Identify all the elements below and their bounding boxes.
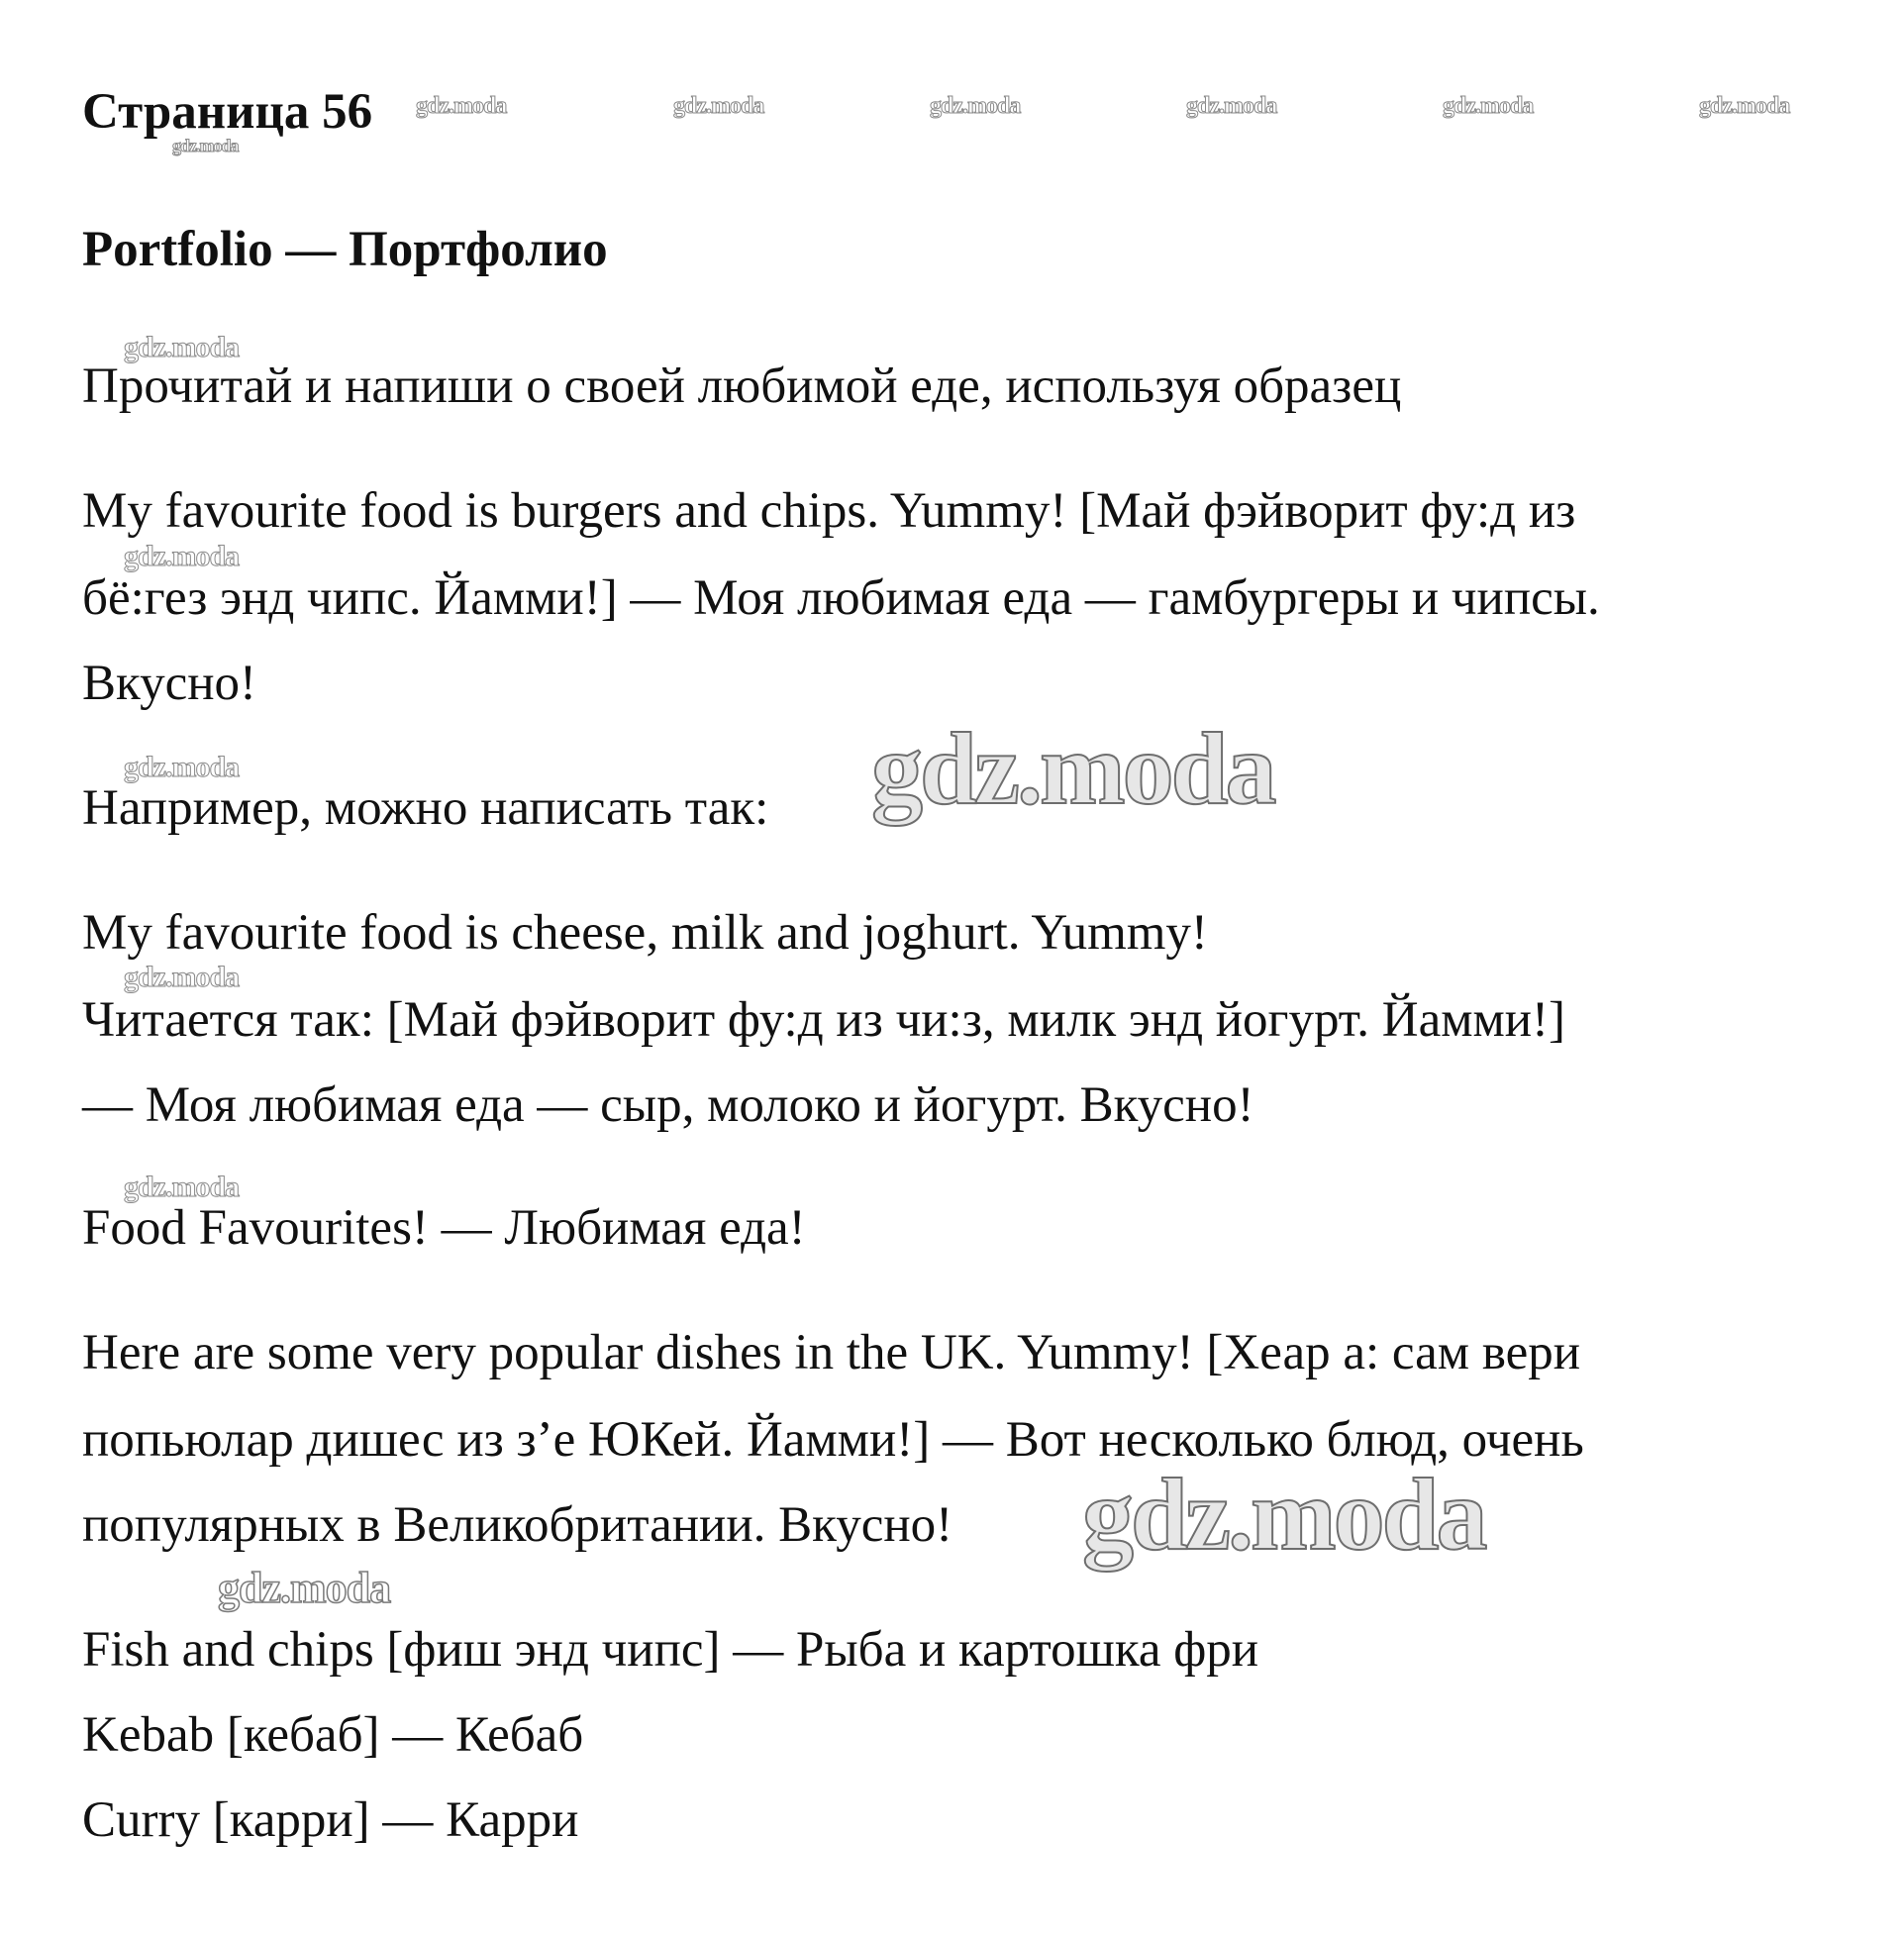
watermark-text: gdz.moda xyxy=(124,1171,240,1203)
section-heading: Portfolio — Портфолио xyxy=(82,222,608,277)
watermark-text: gdz.moda xyxy=(124,540,240,572)
example-text-line: Читается так: [Май фэйворит фу:д из чи:з, милк энд йогурт. Йамми!] xyxy=(82,992,1566,1048)
watermark-text: gdz.moda xyxy=(124,751,240,783)
dish-item: Kebab [кебаб] — Кебаб xyxy=(82,1707,584,1763)
subheading-text: Food Favourites! — Любимая еда! xyxy=(82,1200,806,1256)
info-text-line: популярных в Великобритании. Вкусно! xyxy=(82,1497,953,1553)
watermark-logo: gdz.moda xyxy=(871,712,1274,826)
dish-item: Fish and chips [фиш энд чипс] — Рыба и картошка фри xyxy=(82,1622,1259,1678)
watermark-text: gdz.moda xyxy=(1443,93,1534,119)
page-title: Страница 56 xyxy=(82,84,373,140)
sample-text-line: My favourite food is burgers and chips. Yummy! [Май фэйворит фу:д из xyxy=(82,483,1576,539)
watermark-text: gdz.moda xyxy=(1186,93,1277,119)
watermark-text: gdz.moda xyxy=(172,136,239,155)
watermark-text: gdz.moda xyxy=(124,331,240,363)
info-text-line: попьюлар дишес из з’е ЮКей. Йамми!] — Вот несколько блюд, очень xyxy=(82,1412,1584,1468)
watermark-text: gdz.moda xyxy=(673,93,764,119)
watermark-text: gdz.moda xyxy=(124,961,240,993)
instruction-text: Прочитай и напиши о своей любимой еде, используя образец xyxy=(82,358,1402,414)
watermark-text: gdz.moda xyxy=(1699,93,1790,119)
watermark-text: gdz.moda xyxy=(930,93,1021,119)
watermark-text: gdz.moda xyxy=(416,93,507,119)
watermark-text: gdz.moda xyxy=(218,1564,391,1612)
sample-text-line: бё:гез энд чипс. Йамми!] — Моя любимая еда — гамбургеры и чипсы. xyxy=(82,570,1600,626)
dish-item: Curry [карри] — Карри xyxy=(82,1792,579,1848)
watermark-logo: gdz.moda xyxy=(1082,1458,1485,1572)
example-text-line: — Моя любимая еда — сыр, молоко и йогурт. Вкусно! xyxy=(82,1077,1254,1133)
example-text-line: My favourite food is cheese, milk and joghurt. Yummy! xyxy=(82,905,1208,961)
info-text-line: Here are some very popular dishes in the UK. Yummy! [Хеар а: сам вери xyxy=(82,1325,1581,1380)
example-intro: Например, можно написать так: xyxy=(82,780,769,836)
sample-text-line: Вкусно! xyxy=(82,656,256,711)
